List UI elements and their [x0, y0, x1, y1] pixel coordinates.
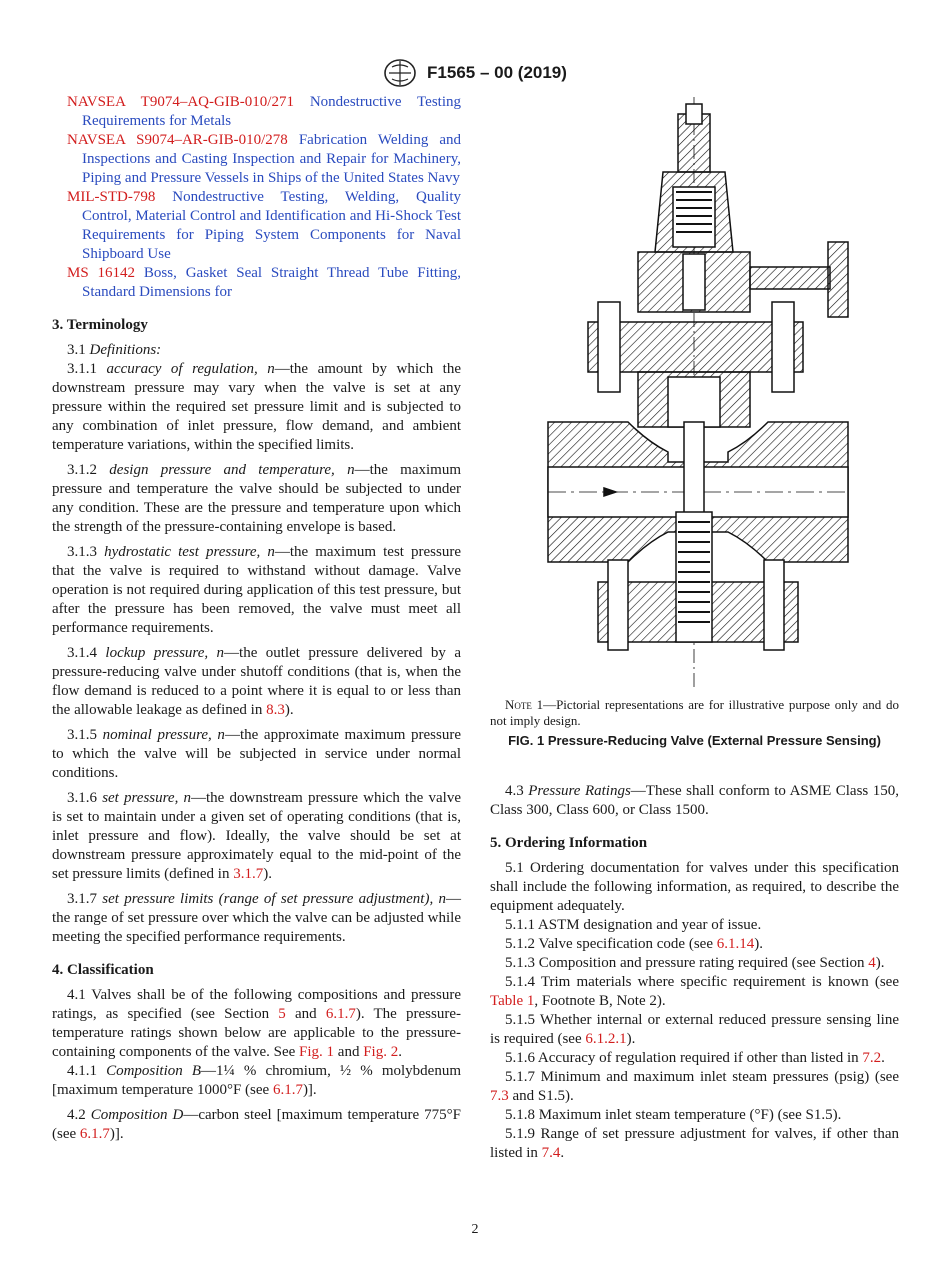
left-column — [52, 93, 461, 1144]
xref-link[interactable]: 6.1.7 — [272, 1082, 303, 1098]
figure-note: Note 1—Pictorial representations are for illustrative purpose only and do not imply design. — [490, 697, 899, 728]
designation: F1565 – 00 (2019) — [427, 63, 567, 82]
figure-caption: FIG. 1 Pressure-Reducing Valve (External Pressure Sensing) — [508, 733, 881, 748]
paragraph: 3.1.4 lockup pressure, n—the outlet pressure delivered by a pressure-reducing valve under shutoff conditions (that is, when the flow demand is reduced to a point where it is equal to or less than the allowable leakage as defined in 8.3). — [52, 645, 461, 718]
reference-title[interactable]: Nondestructive Testing, Welding, Quality Control, Material Control and Identification and Hi-Shock Test Requirements for Piping System Components for Naval Shipboard Use — [82, 189, 461, 262]
paragraph: 3.1.7 set pressure limits (range of set pressure adjustment), n—the range of set pressure over which the valve can be adjusted while meeting the specified performance requirements. — [52, 891, 461, 945]
xref-link[interactable]: 6.1.2.1 — [585, 1031, 627, 1047]
reference-title[interactable]: Fabrication Welding and Inspections and Casting Inspection and Repair for Machinery, Piping and Pressure Vessels in Ships of the United States Navy — [82, 132, 462, 186]
xref-link[interactable]: 6.1.14 — [716, 936, 755, 952]
section-heading: 3. Terminology — [52, 317, 148, 333]
paragraph: 5.1.9 Range of set pressure adjustment for valves, if other than listed in 7.4. — [490, 1126, 899, 1161]
xref-link[interactable]: 3.1.7 — [233, 866, 264, 882]
xref-link[interactable]: Table 1 — [490, 993, 535, 1009]
xref-link[interactable]: 5 — [278, 1006, 286, 1022]
paragraph: 5.1.5 Whether internal or external reduced pressure sensing line is required (see 6.1.2.1). — [490, 1012, 899, 1047]
xref-link[interactable]: 6.1.7 — [79, 1126, 110, 1142]
paragraph: 5.1 Ordering documentation for valves under this specification shall include the following information, as required, to describe the equipment adequately. — [490, 860, 899, 914]
section-heading: 5. Ordering Information — [490, 835, 648, 851]
paragraph: 5.1.7 Minimum and maximum inlet steam pressures (psig) (see 7.3 and S1.5). — [490, 1069, 899, 1104]
section-heading: 4. Classification — [52, 962, 154, 978]
reference-item — [52, 264, 461, 302]
right-column — [490, 697, 899, 1163]
paragraph: 4.1 Valves shall be of the following compositions and pressure ratings, as specified (see Section 5 and 6.1.7). The pressure-temperature ratings shown below are applicable to the pressure-containing components of the valve. See Fig. 1 and Fig. 2. — [52, 987, 461, 1060]
paragraph: 3.1.3 hydrostatic test pressure, n—the maximum test pressure that the valve is required to withstand without damage. Valve operation is not required during application of this test pressure, but after the pressure has been removed, the valve must meet all performance requirements. — [52, 544, 462, 636]
xref-link[interactable]: Fig. 2 — [363, 1044, 399, 1060]
paragraph: 4.2 Composition D—carbon steel [maximum temperature 775°F (see 6.1.7)]. — [52, 1107, 462, 1142]
reference-title[interactable]: Nondestructive Testing Requirements for Metals — [82, 94, 462, 129]
xref-link[interactable]: Fig. 1 — [299, 1044, 335, 1060]
xref-link[interactable]: 4 — [868, 955, 876, 971]
paragraph: 5.1.4 Trim materials where specific requirement is known (see Table 1, Footnote B, Note 2). — [490, 974, 899, 1009]
paragraph: 5.1.8 Maximum inlet steam temperature (°F) (see S1.5). — [505, 1107, 842, 1123]
paragraph: 3.1.5 nominal pressure, n—the approximate maximum pressure to which the valve will be subjected in service under normal conditions. — [52, 727, 461, 781]
paragraph: 3.1.6 set pressure, n—the downstream pressure which the valve is set to maintain under a given set of operating conditions (that is, inlet pressure and flow). Ideally, the valve should be set at downstream pressure approximately equal to the mid-point of the set pressure limits (defined in 3.1.7). — [52, 790, 462, 882]
astm-logo — [383, 58, 417, 88]
reference-item — [52, 131, 461, 188]
reference-code[interactable]: MIL-STD-798 — [67, 189, 156, 205]
reference-item — [52, 188, 461, 264]
xref-link[interactable]: 7.2 — [862, 1050, 882, 1066]
reference-code[interactable]: NAVSEA T9074–AQ-GIB-010/271 — [67, 94, 294, 110]
paragraph: 3.1.2 design pressure and temperature, n—the maximum pressure and temperature the valve should be subjected to under any condition. These are the pressure and temperature upon which the strength of the pressure-containing envelope is based. — [52, 462, 461, 535]
reference-code[interactable]: NAVSEA S9074–AR-GIB-010/278 — [67, 132, 288, 148]
page-header — [0, 58, 950, 88]
reference-code[interactable]: MS 16142 — [67, 265, 136, 281]
xref-link[interactable]: 7.3 — [490, 1088, 509, 1104]
paragraph: 5.1.3 Composition and pressure rating required (see Section 4). — [505, 955, 885, 971]
xref-link[interactable]: 7.4 — [541, 1145, 561, 1161]
reference-item — [52, 93, 461, 131]
paragraph: 3.1.1 accuracy of regulation, n—the amount by which the downstream pressure may vary when the valve is set at any pressure within the required set pressure limit and is subjected to any combination of inlet pressure, flow demand, and ambient temperature variations, within the specified limits. — [52, 361, 461, 453]
xref-link[interactable]: 8.3 — [266, 702, 285, 718]
paragraph: 5.1.1 ASTM designation and year of issue. — [505, 917, 762, 933]
paragraph: 5.1.2 Valve specification code (see 6.1.14). — [505, 936, 763, 952]
valve-figure — [528, 92, 868, 692]
paragraph: 3.1 Definitions: — [67, 342, 162, 358]
page-number: 2 — [471, 1222, 479, 1237]
paragraph: 4.3 Pressure Ratings—These shall conform to ASME Class 150, Class 300, Class 600, or Class 1500. — [490, 783, 899, 818]
paragraph: 5.1.6 Accuracy of regulation required if other than listed in 7.2. — [505, 1050, 885, 1066]
reference-title[interactable]: Boss, Gasket Seal Straight Thread Tube Fitting, Standard Dimensions for — [82, 265, 461, 300]
xref-link[interactable]: 6.1.7 — [325, 1006, 356, 1022]
paragraph: 4.1.1 Composition B—1¼ % chromium, ½ % molybdenum [maximum temperature 1000°F (see 6.1.7)]. — [52, 1063, 462, 1098]
